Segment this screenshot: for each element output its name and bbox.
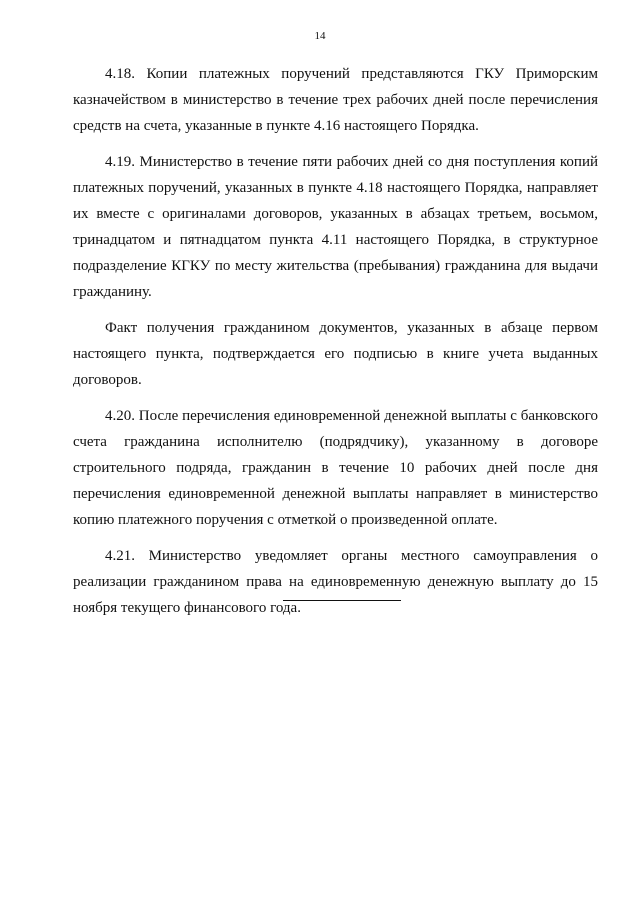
page-number: 14 <box>314 30 326 42</box>
document-body <box>73 61 598 631</box>
paragraph-4-20: 4.20. После перечисления единовременной денежной выплаты с банковского счета гражданина исполнителю (подрядчику), указанному в договоре строительного подряда, гражданин в течение 10 рабочих дней после дня перечисления единовременной денежной выплаты направляет в министерство копию платежного поручения с отметкой о произведенной оплате. <box>73 408 598 528</box>
end-of-document-line <box>283 600 401 601</box>
paragraph-4-19: 4.19. Министерство в течение пяти рабочих дней со дня поступления копий платежных поручений, указанных в пункте 4.18 настоящего Порядка, направляет их вместе с оригиналами договоров, указанных в абзацах третьем, восьмом, тринадцатом и пятнадцатом пункта 4.11 настоящего Порядка, в структурное подразделение КГКУ по месту жительства (пребывания) гражданина для выдачи гражданину. <box>73 154 598 300</box>
paragraph-4-18: 4.18. Копии платежных поручений представляются ГКУ Приморским казначейством в министерство в течение трех рабочих дней после перечисления средств на счета, указанные в пункте 4.16 настоящего Порядка. <box>73 66 598 134</box>
paragraph-4-21: 4.21. Министерство уведомляет органы местного самоуправления о реализации гражданином права на единовременную денежную выплату до 15 ноября текущего финансового года. <box>73 548 598 616</box>
paragraph-4-19-signature-note: Факт получения гражданином документов, указанных в абзаце первом настоящего пункта, подтверждается его подписью в книге учета выданных договоров. <box>73 320 598 388</box>
